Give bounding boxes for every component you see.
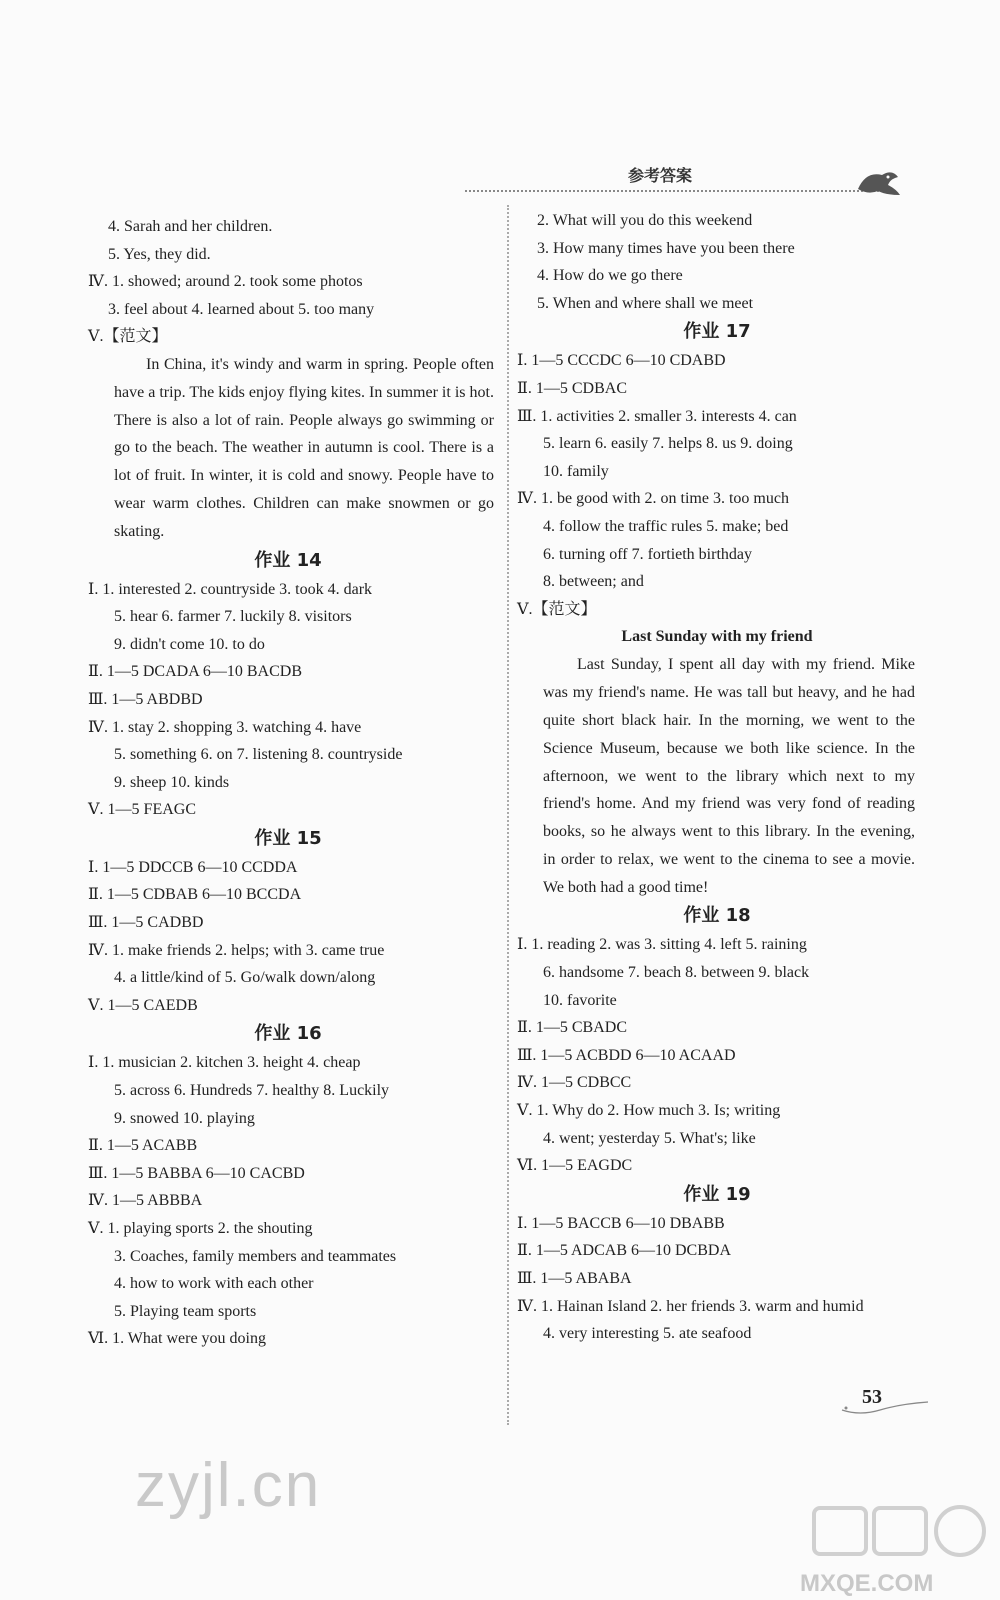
answer-line: 4. a little/kind of 5. Go/walk down/along: [114, 969, 376, 987]
section-title-hw18: 作业 18: [683, 905, 751, 927]
answer-line: Ⅲ. 1—5 BABBA 6—10 CACBD: [88, 1164, 305, 1182]
answer-line: 4. How do we go there: [537, 267, 683, 285]
answer-line: 9. didn't come 10. to do: [114, 635, 265, 653]
answer-line: 5. learn 6. easily 7. helps 8. us 9. doing: [543, 435, 793, 453]
answer-line: Ⅰ. 1—5 DDCCB 6—10 CCDDA: [88, 858, 298, 876]
answer-line: Ⅰ. 1—5 CCCDC 6—10 CDABD: [517, 352, 726, 370]
answer-line: Ⅵ. 1. What were you doing: [88, 1330, 266, 1348]
answer-line: 3. How many times have you been there: [537, 239, 795, 257]
answer-line: Ⅰ. 1. musician 2. kitchen 3. height 4. cheap: [88, 1054, 361, 1072]
answer-line: 5. hear 6. farmer 7. luckily 8. visitors: [114, 608, 352, 626]
watermark-logo-icon: [810, 1500, 990, 1560]
essay-title: Last Sunday with my friend: [621, 628, 813, 646]
answer-line: 3. Coaches, family members and teammates: [114, 1247, 397, 1265]
answer-line: Ⅴ. 1—5 FEAGC: [88, 801, 197, 819]
answer-line: Ⅱ. 1—5 DCADA 6—10 BACDB: [88, 663, 303, 681]
section-title-hw15: 作业 15: [254, 827, 322, 849]
answer-line: Ⅰ. 1. reading 2. was 3. sitting 4. left 5. raining: [517, 936, 807, 954]
sample-essay: In China, it's windy and warm in spring. People often have a trip. The kids enjoy flying kites. In summer it is hot. There is also a lot of rain. People always go swimming or go to the beach. The weather in autumn is cool. There is a lot of fruit. In winter, it is cold and snowy. People have to wear warm clothes. Children can make snowmen or go skating.: [114, 355, 494, 540]
answer-line: Ⅲ. 1—5 ABABA: [517, 1270, 632, 1288]
answer-line: Ⅲ. 1—5 ACBDD 6—10 ACAAD: [517, 1046, 736, 1064]
answer-line: 3. feel about 4. learned about 5. too many: [108, 300, 375, 318]
answer-line: 5. Yes, they did.: [108, 245, 211, 263]
answer-line: 4. went; yesterday 5. What's; like: [543, 1129, 756, 1147]
answer-line: 5. When and where shall we meet: [537, 294, 754, 312]
watermark-site: MXQE.COM: [800, 1570, 934, 1597]
page-header-title: 参考答案: [627, 166, 692, 185]
answer-line: Ⅱ. 1—5 CDBAB 6—10 BCCDA: [88, 886, 302, 904]
answer-line: Ⅴ.【范文】: [517, 600, 597, 618]
answer-line: Ⅱ. 1—5 CBADC: [517, 1019, 627, 1037]
page-number: 53: [862, 1386, 882, 1408]
answer-line: 4. how to work with each other: [114, 1275, 314, 1293]
answer-line: Ⅳ. 1—5 CDBCC: [517, 1074, 632, 1092]
answer-line: 6. handsome 7. beach 8. between 9. black: [543, 964, 810, 982]
column-divider: [507, 205, 509, 1425]
answer-line: Ⅲ. 1—5 CADBD: [88, 914, 204, 932]
answer-line: Ⅲ. 1—5 ABDBD: [88, 690, 203, 708]
answer-line: Ⅳ. 1. make friends 2. helps; with 3. came true: [88, 941, 385, 959]
answer-line: Ⅳ. 1. Hainan Island 2. her friends 3. warm and humid: [517, 1297, 864, 1315]
answer-line: Ⅳ. 1—5 ABBBA: [88, 1192, 203, 1210]
answer-line: Ⅴ. 1. playing sports 2. the shouting: [88, 1220, 313, 1238]
answer-line: Ⅴ.【范文】: [88, 328, 168, 346]
watermark-text: zyjl.cn: [135, 1451, 322, 1520]
answer-line: 9. snowed 10. playing: [114, 1109, 255, 1127]
section-title-hw14: 作业 14: [254, 549, 322, 571]
answer-line: 9. sheep 10. kinds: [114, 773, 230, 791]
section-title-hw17: 作业 17: [683, 321, 751, 343]
page-number-decoration-icon: [840, 1394, 930, 1416]
answer-line: Ⅱ. 1—5 CDBAC: [517, 379, 627, 397]
right-column: [517, 207, 917, 1348]
answer-line: Ⅴ. 1. Why do 2. How much 3. Is; writing: [517, 1102, 781, 1120]
answer-line: 5. Playing team sports: [114, 1302, 257, 1320]
answer-line: 4. Sarah and her children.: [108, 218, 273, 235]
answer-line: Ⅲ. 1. activities 2. smaller 3. interests 4. can: [517, 407, 797, 425]
answer-line: Ⅵ. 1—5 EAGDC: [517, 1157, 633, 1175]
answer-line: 10. family: [543, 462, 609, 480]
answer-line: 4. follow the traffic rules 5. make; bed: [543, 517, 789, 535]
answer-line: 6. turning off 7. fortieth birthday: [543, 545, 752, 563]
left-column: [88, 213, 494, 1353]
sample-essay: Last Sunday, I spent all day with my friend. Mike was my friend's name. He was tall but heavy, and he had quite short black hair. In the morning, we went to the Science Museum, because we both like science. In the afternoon, we went to the library which next to my friend's home. And my friend was very fond of reading books, so he always went to this library. In the evening, in order to relax, we went to the cinema to see a movie. We both had a good time!: [543, 656, 915, 896]
section-title-hw16: 作业 16: [254, 1023, 322, 1045]
answer-line: 5. across 6. Hundreds 7. healthy 8. Luckily: [114, 1082, 390, 1100]
answer-line: Ⅱ. 1—5 ADCAB 6—10 DCBDA: [517, 1242, 732, 1260]
section-title-hw19: 作业 19: [683, 1183, 751, 1205]
answer-line: Ⅳ. 1. showed; around 2. took some photos: [88, 273, 363, 291]
answer-line: Ⅰ. 1. interested 2. countryside 3. took 4. dark: [88, 580, 373, 598]
answer-line: 10. favorite: [543, 991, 617, 1009]
answer-line: 2. What will you do this weekend: [537, 212, 753, 229]
answer-line: Ⅰ. 1—5 BACCB 6—10 DBABB: [517, 1214, 725, 1232]
answer-line: 5. something 6. on 7. listening 8. countryside: [114, 746, 403, 764]
answer-line: Ⅳ. 1. stay 2. shopping 3. watching 4. have: [88, 718, 362, 736]
answer-line: Ⅴ. 1—5 CAEDB: [88, 996, 198, 1014]
header-divider: [465, 190, 895, 192]
answer-line: Ⅳ. 1. be good with 2. on time 3. too much: [517, 490, 789, 508]
bird-logo-icon: [852, 165, 904, 201]
answer-line: 4. very interesting 5. ate seafood: [543, 1325, 752, 1343]
answer-line: Ⅱ. 1—5 ACABB: [88, 1137, 198, 1155]
answer-line: 8. between; and: [543, 573, 644, 591]
